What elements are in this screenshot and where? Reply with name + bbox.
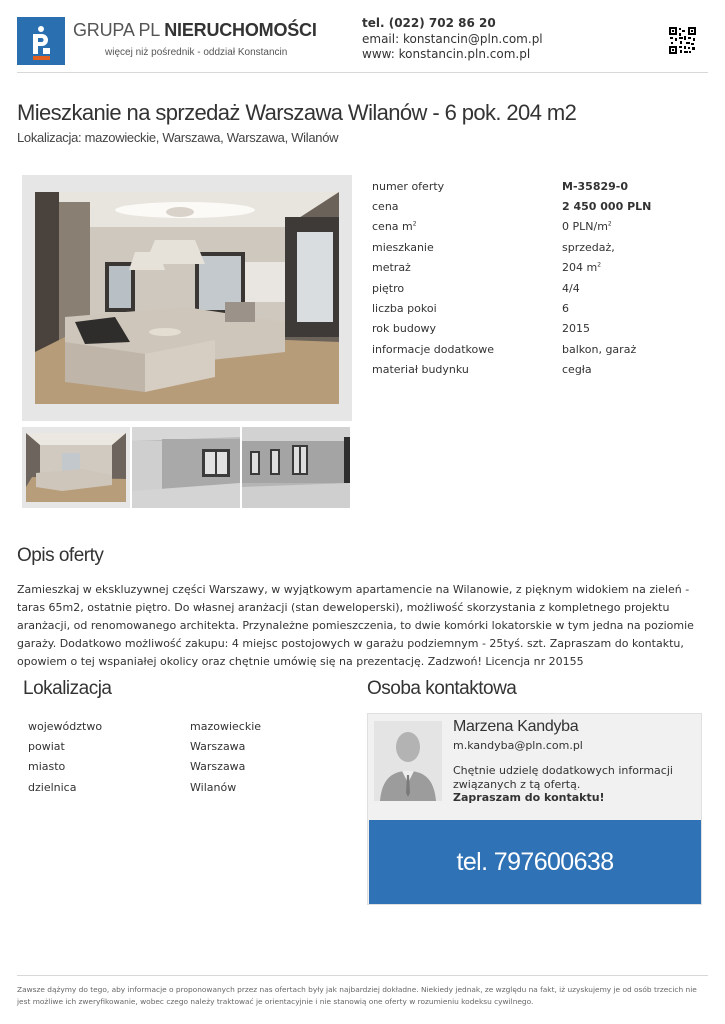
- agent-name: Marzena Kandyba: [453, 718, 579, 735]
- detail-value: 0 PLN/m: [562, 220, 608, 234]
- detail-value: 6: [562, 302, 569, 316]
- offer-details-table: [372, 176, 702, 380]
- agent-card: [367, 713, 702, 905]
- detail-row-extras: [372, 339, 702, 359]
- agent-note: [453, 764, 693, 805]
- detail-value-sup: 2: [607, 220, 612, 228]
- detail-key: rok budowy: [372, 322, 437, 336]
- localization-key: powiat: [28, 740, 65, 754]
- detail-row-rooms: [372, 298, 702, 318]
- detail-key: metraż: [372, 261, 411, 275]
- detail-value: M-35829-0: [562, 179, 628, 193]
- contact-heading: Osoba kontaktowa: [367, 678, 517, 699]
- detail-value: 4/4: [562, 281, 580, 295]
- detail-row-type: [372, 237, 702, 257]
- localization-value: mazowieckie: [190, 719, 262, 733]
- thumbnail-3[interactable]: [242, 427, 350, 508]
- localization-heading: Lokalizacja: [23, 678, 112, 699]
- thumbnail-image: [242, 427, 350, 508]
- detail-key: cena m: [372, 220, 413, 234]
- detail-row-area: [372, 258, 702, 278]
- office-email[interactable]: email: konstancin@pln.com.pl: [362, 31, 543, 46]
- detail-row-floor: [372, 278, 702, 298]
- brand-name-bold: NIERUCHOMOŚCI: [164, 20, 317, 40]
- detail-value: 2015: [562, 322, 590, 336]
- agent-phone-button[interactable]: tel. 797600638: [369, 820, 701, 904]
- office-phone[interactable]: tel. (022) 702 86 20: [362, 16, 496, 30]
- localization-value: Warszawa: [190, 740, 246, 754]
- detail-value: 2 450 000 PLN: [562, 200, 652, 214]
- localization-row: [28, 777, 261, 797]
- offer-location: Lokalizacja: mazowieckie, Warszawa, Warszawa, Wilanów: [17, 130, 339, 145]
- localization-row: [28, 757, 261, 777]
- detail-value-wrap: [562, 220, 702, 233]
- detail-key: piętro: [372, 281, 405, 295]
- detail-row-build-year: [372, 319, 702, 339]
- agent-avatar: [374, 721, 442, 801]
- localization-row: [28, 736, 261, 756]
- agent-email[interactable]: m.kandyba@pln.com.pl: [453, 739, 583, 752]
- localization-value: Warszawa: [190, 760, 246, 774]
- agent-cta: Zapraszam do kontaktu!: [453, 791, 605, 804]
- detail-key-sup: 2: [412, 220, 417, 228]
- main-photo[interactable]: [22, 175, 352, 421]
- living-room-render: [35, 192, 339, 404]
- detail-key: informacje dodatkowe: [372, 342, 495, 356]
- agent-note-text: Chętnie udzielę dodatkowych informacji związanych z tą ofertą.: [453, 764, 673, 791]
- brand-name-light: GRUPA PL: [73, 20, 160, 40]
- detail-value: sprzedaż,: [562, 240, 615, 254]
- detail-row-price: [372, 196, 702, 216]
- footer-divider: [17, 975, 708, 976]
- detail-value-sup: 2: [597, 261, 602, 269]
- thumbnail-image: [132, 427, 240, 508]
- detail-key: cena: [372, 200, 399, 214]
- thumbnail-2[interactable]: [132, 427, 240, 508]
- qr-code-icon: [669, 27, 696, 54]
- detail-key: mieszkanie: [372, 240, 434, 254]
- header-divider: [17, 72, 708, 73]
- localization-value: Wilanów: [190, 780, 237, 794]
- detail-value: cegła: [562, 363, 592, 377]
- thumbnail-image: [22, 427, 130, 508]
- detail-row-offer-number: [372, 176, 702, 196]
- offer-title: Mieszkanie na sprzedaż Warszawa Wilanów - 6 pok. 204 m2: [17, 100, 577, 125]
- footer-disclaimer: Zawsze dążymy do tego, aby informacje o proponowanych przez nas ofertach były jak najbardziej dokładne. Niekiedy jednak, ze względu na fakt, iż uzyskujemy je od osób trzecich nie jest możliwe ich zweryfikowanie, wobec czego należy traktować je orientacyjnie i nie stanowią one oferty w rozumieniu kodeksu cywilnego.: [17, 985, 697, 1006]
- detail-value-wrap: [562, 261, 702, 274]
- localization-key: miasto: [28, 760, 66, 774]
- description-heading: Opis oferty: [17, 545, 104, 566]
- office-contact: [362, 16, 543, 63]
- localization-row: [28, 716, 261, 736]
- office-website[interactable]: www: konstancin.pln.com.pl: [362, 47, 531, 61]
- detail-key: materiał budynku: [372, 363, 469, 377]
- logo-mark: [17, 17, 65, 65]
- brand-tagline: więcej niż pośrednik - oddział Konstancin: [105, 47, 288, 58]
- person-silhouette-icon: [374, 721, 442, 801]
- detail-key: liczba pokoi: [372, 302, 437, 316]
- detail-row-material: [372, 360, 702, 380]
- thumbnail-1[interactable]: [22, 427, 130, 508]
- localization-key: dzielnica: [28, 780, 77, 794]
- detail-value: 204 m: [562, 261, 598, 275]
- detail-key-wrap: [372, 220, 562, 233]
- localization-table: [28, 716, 261, 798]
- brand-name: [73, 20, 317, 41]
- description-text: Zamieszkaj w ekskluzywnej części Warszawy, w wyjątkowym apartamencie na Wilanowie, z pięknym widokiem na zieleń - taras 65m2, ostatnie piętro. Do własnej aranżacji (stan deweloperski), możliwość skorzystania z kompletnego projektu aranżacji, od renomowanego architekta. Przynależne pomieszczenia, to dwie komórki lokatorskie w tym jedna na poziomie garaży. Dodatkowo możliwość zakupu: 4 miejsc postojowych w garażu podziemnym - 25tyś. szt. Zapraszam do kontaktu, opowiem o tej wspaniałej okolicy oraz chętnie umówię się na prezentację. Zadzwoń! Licencja nr 20155: [17, 583, 694, 668]
- company-logo: [17, 17, 65, 65]
- detail-key: numer oferty: [372, 179, 445, 193]
- detail-value: balkon, garaż: [562, 342, 637, 356]
- localization-key: województwo: [28, 719, 103, 733]
- detail-row-price-per-m2: [372, 217, 702, 237]
